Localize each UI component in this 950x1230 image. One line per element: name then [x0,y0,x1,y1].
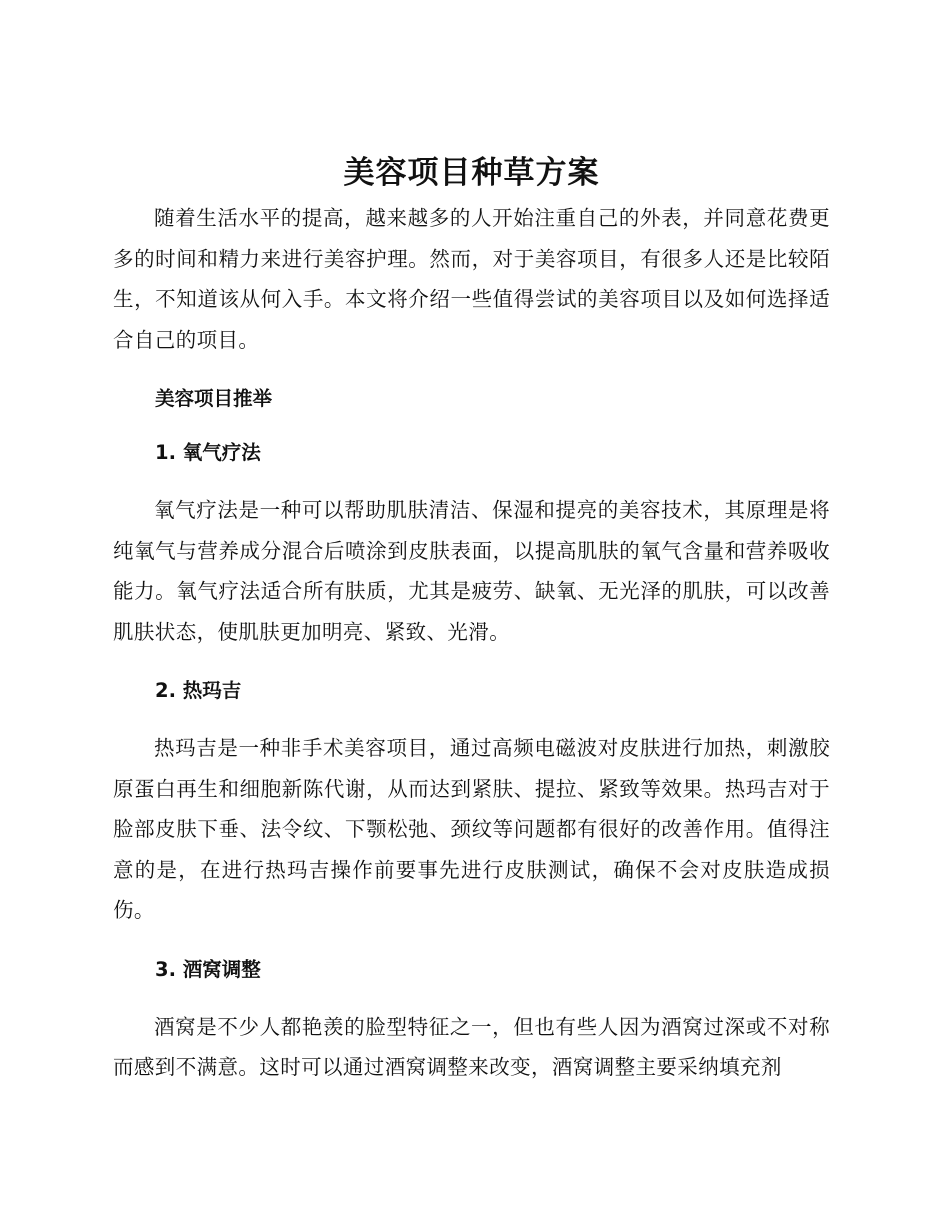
item-body-dimple: 酒窝是不少人都艳羡的脸型特征之一，但也有些人因为酒窝过深或不对称而感到不满意。这时可以通过酒窝调整来改变，酒窝调整主要采纳填充剂 [113,1014,830,1079]
document-title: 美容项目种草方案 [343,155,600,191]
section-heading: 美容项目推举 [155,387,273,410]
item-heading-thermage: 2. 热玛吉 [155,679,242,702]
item-heading-dimple: 3. 酒窝调整 [155,957,261,981]
document-page [113,148,830,1088]
item-body-oxygen: 氧气疗法是一种可以帮助肌肤清洁、保湿和提亮的美容技术，其原理是将纯氧气与营养成分混合后喷涂到皮肤表面，以提高肌肤的氧气含量和营养吸收能力。氧气疗法适合所有肤质，尤其是疲劳、缺氧、无光泽的肌肤，可以改善肌肤状态，使肌肤更加明亮、紧致、光滑。 [113,498,830,644]
item-body-thermage: 热玛吉是一种非手术美容项目，通过高频电磁波对皮肤进行加热，刺激胶原蛋白再生和细胞新陈代谢，从而达到紧肤、提拉、紧致等效果。热玛吉对于脸部皮肤下垂、法令纹、下颚松弛、颈纹等问题都有很好的改善作用。值得注意的是，在进行热玛吉操作前要事先进行皮肤测试，确保不会对皮肤造成损伤。 [113,736,830,922]
intro-paragraph: 随着生活水平的提高，越来越多的人开始注重自己的外表，并同意花费更多的时间和精力来进行美容护理。然而，对于美容项目，有很多人还是比较陌生，不知道该从何入手。本文将介绍一些值得尝试的美容项目以及如何选择适合自己的项目。 [113,206,830,352]
item-heading-oxygen: 1. 氧气疗法 [155,441,261,464]
